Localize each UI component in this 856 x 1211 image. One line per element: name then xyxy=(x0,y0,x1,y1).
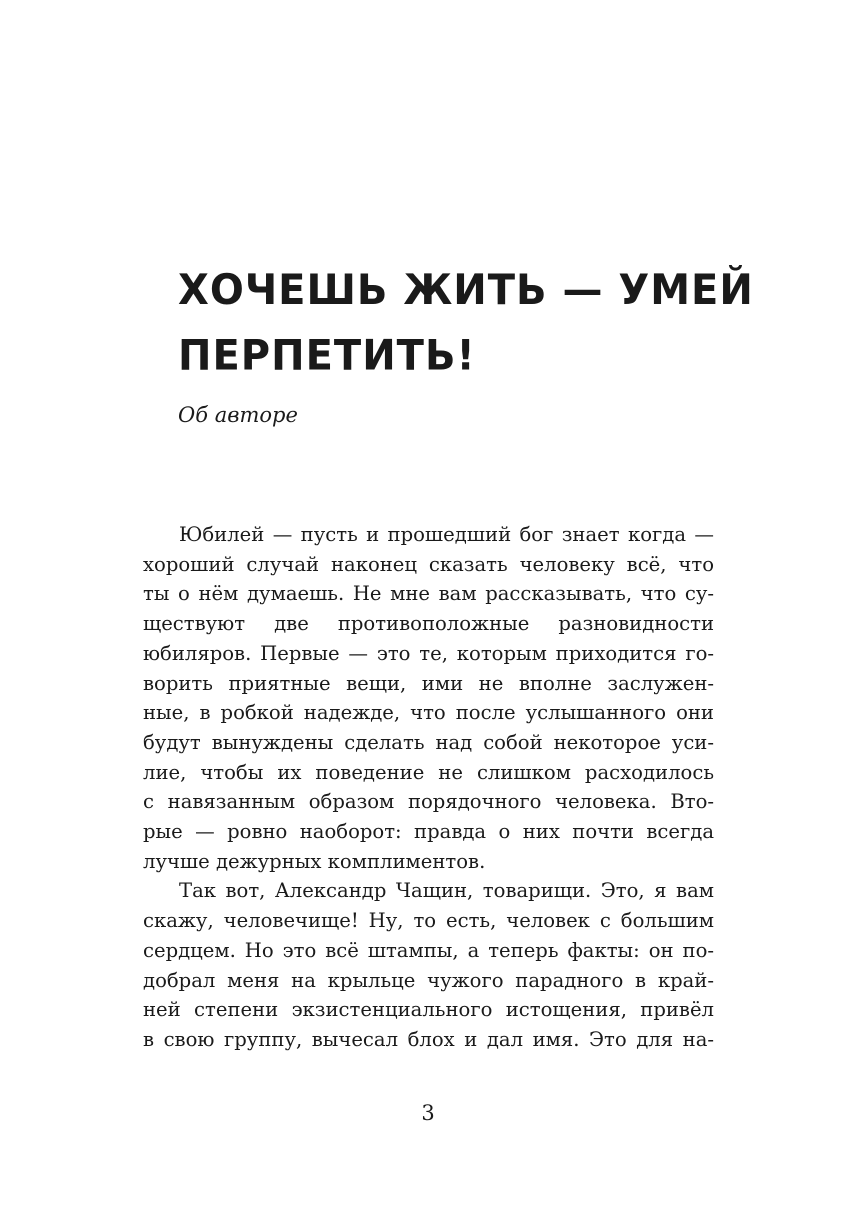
page-number: 3 xyxy=(421,1101,435,1125)
chapter-title-line-2: ПЕРПЕТИТЬ! xyxy=(178,331,476,380)
body-line: рые — ровно наоборот: правда о них почти всегда xyxy=(143,820,714,844)
body-line: хороший случай наконец сказать человеку всё, что xyxy=(143,552,714,576)
chapter-title xyxy=(178,258,754,388)
body-line: ные, в робкой надежде, что после услышанного они xyxy=(143,701,714,725)
body-line: добрал меня на крыльце чужого парадного в край- xyxy=(143,968,714,992)
chapter-subtitle: Об авторе xyxy=(178,403,298,427)
body-line: Так вот, Александр Чащин, товарищи. Это, я вам xyxy=(179,879,714,903)
body-line: ворить приятные вещи, ими не вполне заслужен- xyxy=(143,671,714,695)
body-line: лие, чтобы их поведение не слишком расходилось xyxy=(143,760,714,784)
body-line: сердцем. Но это всё штампы, а теперь факты: он по- xyxy=(143,938,714,962)
body-line: скажу, человечище! Ну, то есть, человек с большим xyxy=(143,909,714,933)
body-line: ществуют две противоположные разновидности xyxy=(143,612,714,636)
body-line: в свою группу, вычесал блох и дал имя. Это для на- xyxy=(143,1027,714,1051)
body-line: ней степени экзистенциального истощения, привёл xyxy=(143,998,714,1022)
body-line: лучше дежурных комплиментов. xyxy=(143,849,486,873)
body-line: с навязанным образом порядочного человека. Вто- xyxy=(143,790,714,814)
chapter-title-line-1: ХОЧЕШЬ ЖИТЬ — УМЕЙ xyxy=(178,266,754,315)
body-line: будут вынуждены сделать над собой некоторое уси- xyxy=(143,730,714,754)
body-line: ты о нём думаешь. Не мне вам рассказывать, что су- xyxy=(143,582,714,606)
body-line: Юбилей — пусть и прошедший бог знает когда — xyxy=(179,523,714,546)
body-line: юбиляров. Первые — это те, которым приходится го- xyxy=(143,641,714,665)
body-text xyxy=(143,520,714,1055)
